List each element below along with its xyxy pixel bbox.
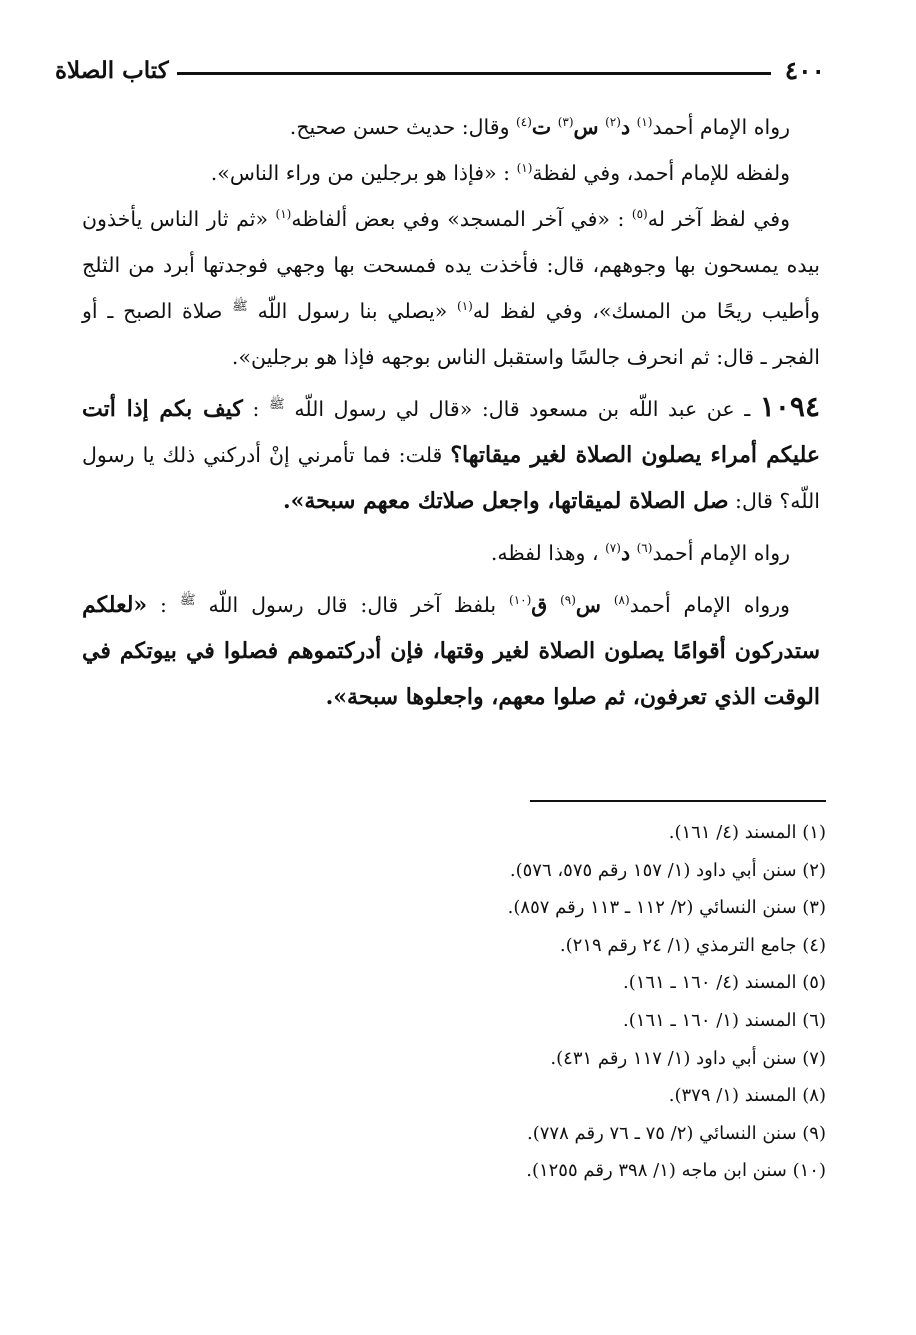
footnote: (١٠) سنن ابن ماجه (١/ ٣٩٨ رقم ١٢٥٥). — [526, 1160, 826, 1182]
paragraph-other-wording: وفي لفظ آخر له$^{(٥)}$ : «في آخر المسجد» وفي بعض ألفاظه$^{(١)}$ «ثم ثار الناس يأخذون بيده يمسحون بها وجوههم، قال: فأخذت يده فمسحت بها وجهي فوجدتها أبرد من الثلج وأطيب ريحًا من المسك»، وفي لفظ له$^{(١)}$ «يصلي بنا رسول اللّه $^ﷺ$ صلاة الصبح ـ أو الفجر ـ قال: ثم انحرف جالسًا واستقبل الناس بوجهه فإذا هو برجلين». — [82, 207, 820, 369]
book-title: كتاب الصلاة — [55, 56, 169, 84]
header-rule — [177, 72, 771, 75]
footnote: (١) المسند (٤/ ١٦١). — [668, 822, 826, 843]
paragraph-narration-3: ورواه الإمام أحمد$^{(٨)}$ س$^{(٩)}$ ق$^{(١٠)}$ بلفظ آخر قال: قال رسول اللّه $^ﷺ$ : «لعلكم ستدركون أقوامًا يصلون الصلاة لغير وقتها، فإن أدركتموهم فصلوا في بيوتكم في الوقت الذي تعرفون، ثم صلوا معهم، واجعلوها سبحة». — [82, 592, 820, 710]
page-number: ٤٠٠ — [784, 55, 825, 85]
footnote-separator — [530, 800, 826, 802]
page-header — [55, 50, 825, 90]
footnote: (٥) المسند (٤/ ١٦٠ ـ ١٦١). — [623, 972, 826, 994]
hadith-number: ١٠٩٤ — [759, 390, 820, 423]
salutation-mark: ﷺ — [179, 593, 196, 609]
hadith-1094: ١٠٩٤ ـ عن عبد اللّه بن مسعود قال: «قال لي رسول اللّه $^ﷺ$ : كيف بكم إذا أتت عليكم أمراء يصلون الصلاة لغير ميقاتها؟ قلت: فما تأمرني إنْ أدركني ذلك يا رسول اللّه؟ قال: صل الصلاة لميقاتها، واجعل صلاتك معهم سبحة». — [82, 390, 820, 514]
salutation-mark: ﷺ — [269, 397, 285, 413]
main-text — [82, 104, 820, 720]
footnote: (٣) سنن النسائي (٢/ ١١٢ ـ ١١٣ رقم ٨٥٧). — [507, 897, 826, 919]
footnote: (٩) سنن النسائي (٢/ ٧٥ ـ ٧٦ رقم ٧٧٨). — [527, 1122, 826, 1144]
salutation-mark: ﷺ — [232, 299, 248, 315]
footnote: (٨) المسند (١/ ٣٧٩). — [668, 1085, 826, 1107]
footnote: (٦) المسند (١/ ١٦٠ ـ ١٦١). — [623, 1009, 826, 1031]
footnotes — [126, 814, 826, 1190]
paragraph-wording: ولفظه للإمام أحمد، وفي لفظة$^{(١)}$ : «فإذا هو برجلين من وراء الناس». — [210, 161, 790, 185]
paragraph-narration-2: رواه الإمام أحمد$^{(٦)}$ د$^{(٧)}$ ، وهذا لفظه. — [490, 541, 790, 565]
footnote: (٢) سنن أبي داود (١/ ١٥٧ رقم ٥٧٥، ٥٧٦). — [509, 859, 826, 881]
paragraph-narration: رواه الإمام أحمد$^{(١)}$ د$^{(٢)}$ س$^{(٣)}$ ت$^{(٤)}$ وقال: حديث حسن صحيح. — [289, 115, 790, 139]
footnote: (٧) سنن أبي داود (١/ ١١٧ رقم ٤٣١). — [550, 1047, 826, 1069]
footnote: (٤) جامع الترمذي (١/ ٢٤ رقم ٢١٩). — [559, 934, 826, 956]
